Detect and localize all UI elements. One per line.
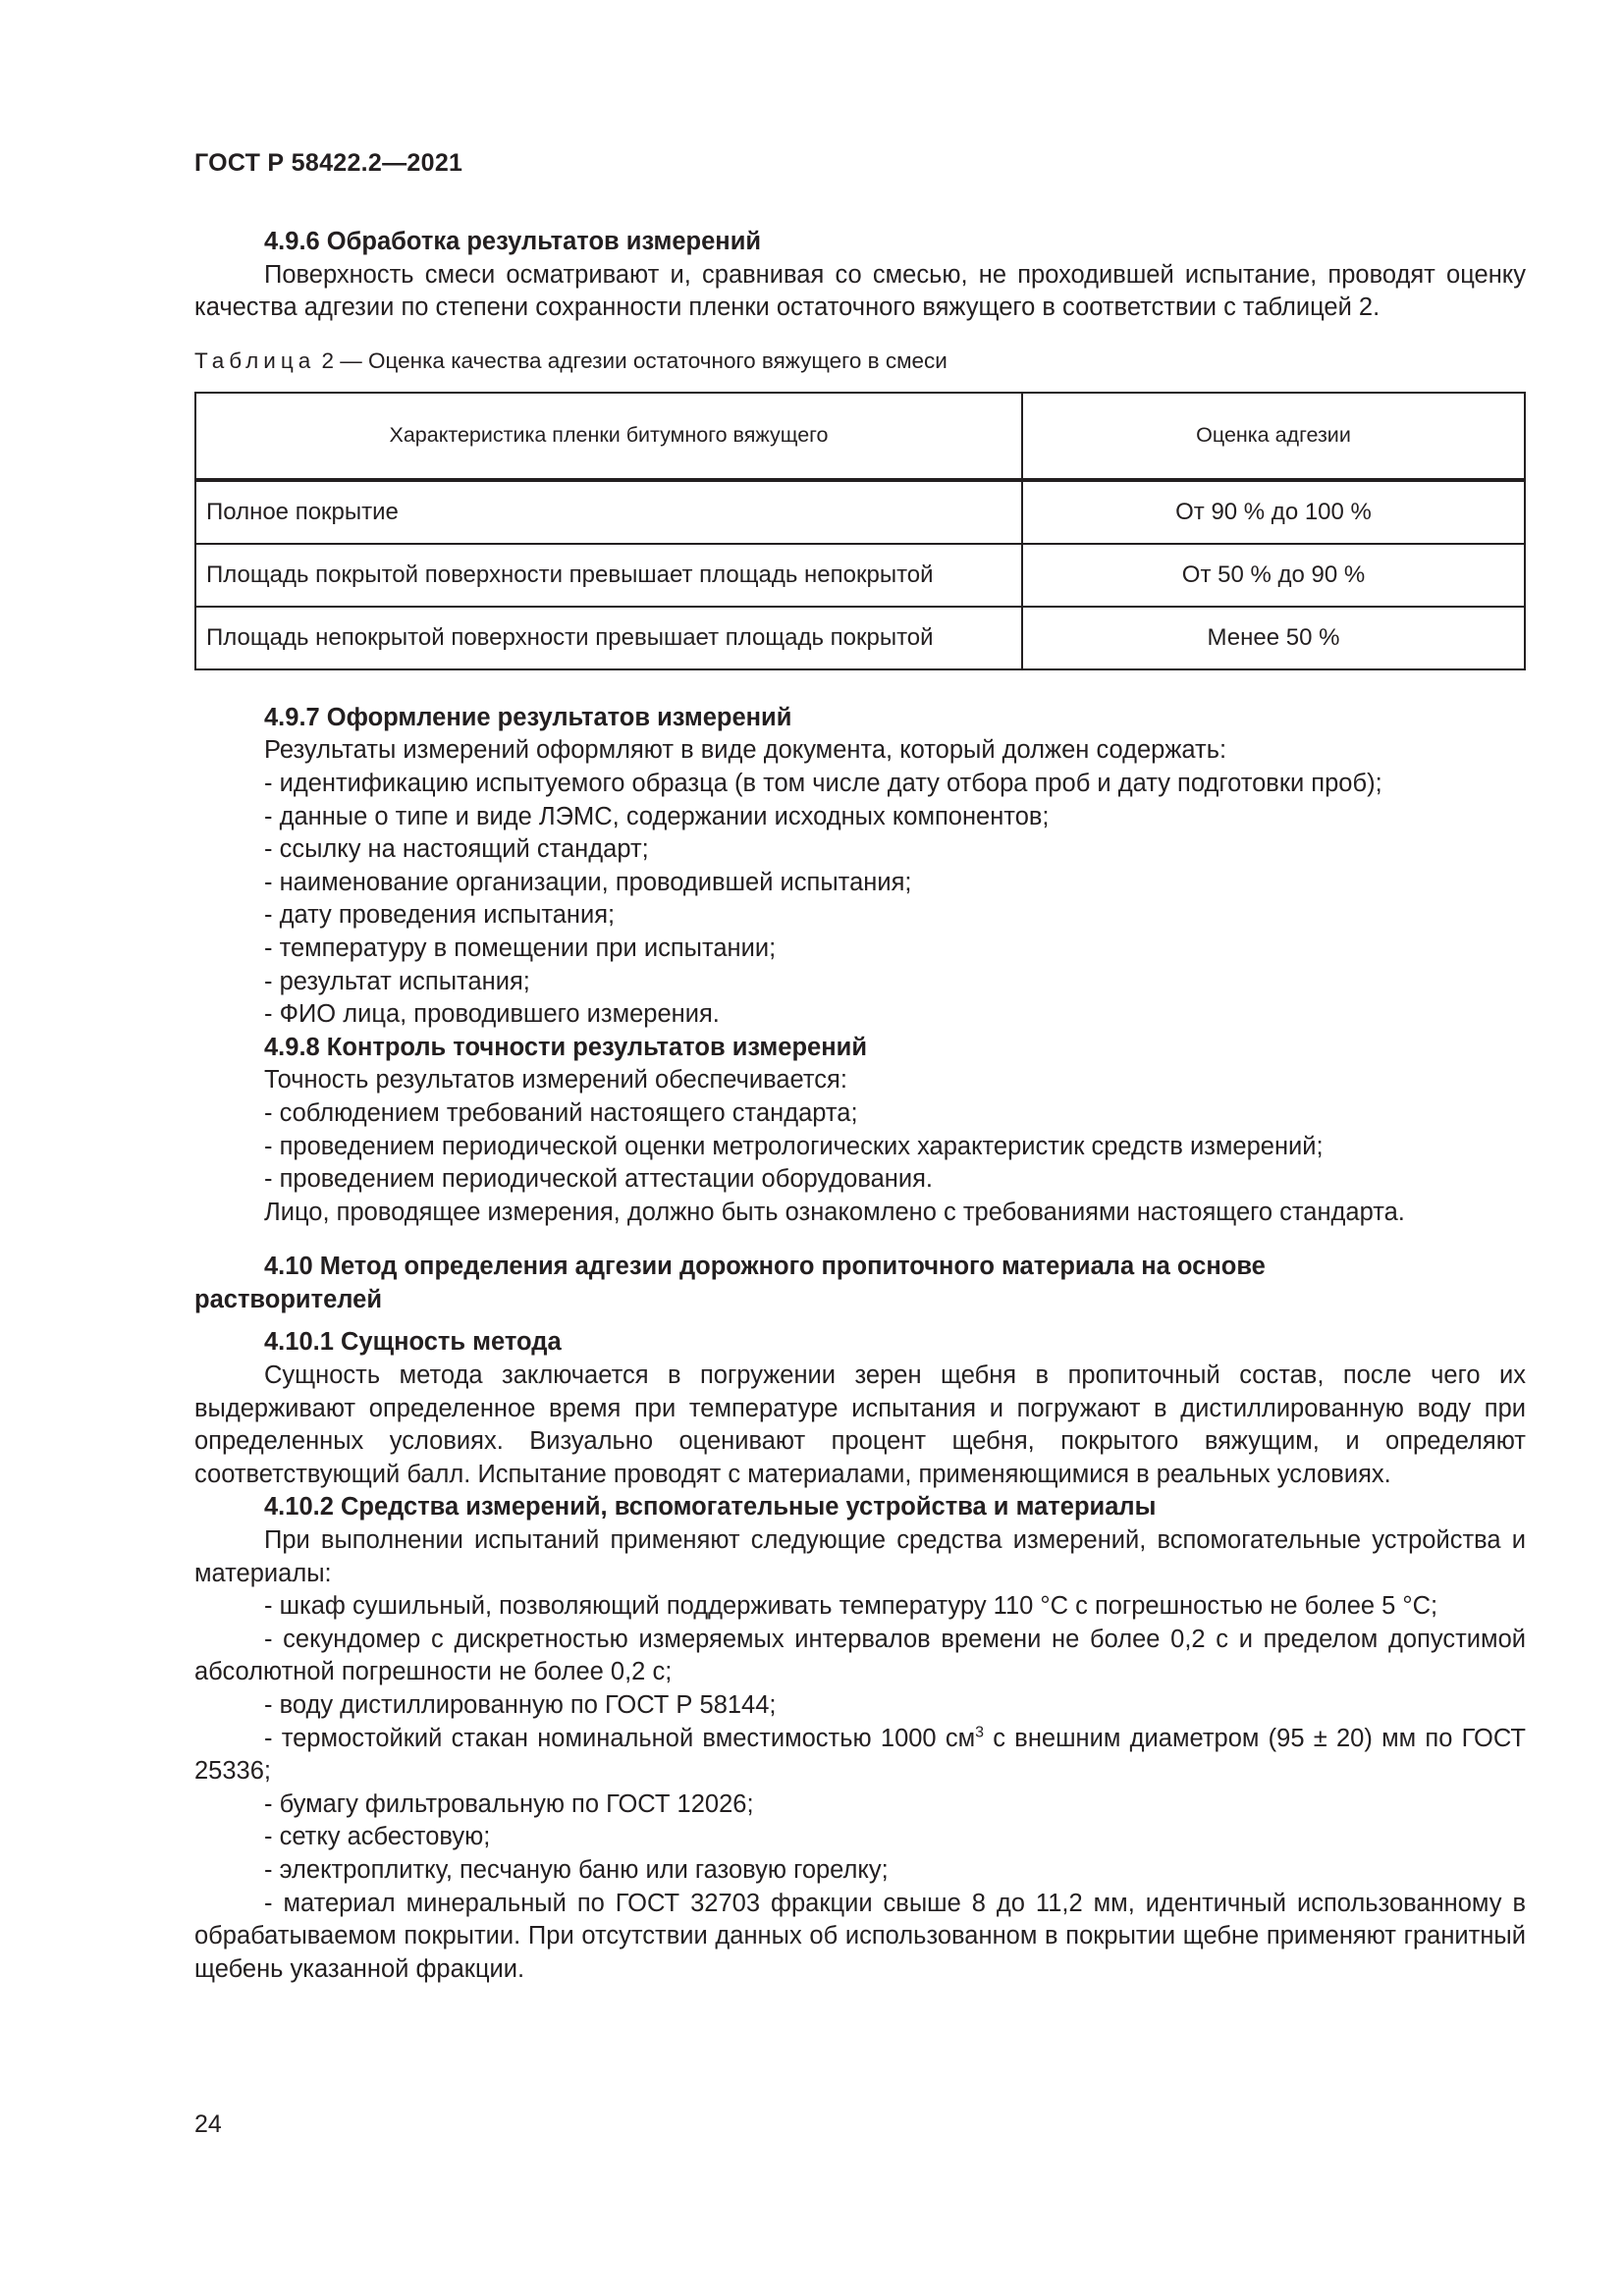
section-4-10-title-line2: растворителей [194,1285,382,1313]
section-4-9-7-title: 4.9.7 Оформление результатов измерений [264,703,792,731]
table-row [195,480,1525,544]
list-item: - материал минеральный по ГОСТ 32703 фракции свыше 8 до 11,2 мм, идентичный использованному в обрабатываемом покрытии. При отсутствии данных об использованном в покрытии щебне применяют гранитный щебень указанной фракции. [194,1889,1526,1983]
table-cell: Площадь непокрытой поверхности превышает площадь покрытой [195,607,1022,669]
list-item: - ФИО лица, проводившего измерения. [264,1000,720,1029]
table-cell: От 50 % до 90 % [1022,544,1525,607]
table-row [195,607,1525,669]
list-item: - результат испытания; [264,967,530,995]
table-cell: Менее 50 % [1022,607,1525,669]
list-item: - шкаф сушильный, позволяющий поддерживать температуру 110 °С с погрешностью не более 5 °С; [264,1592,1438,1621]
list-item: - воду дистиллированную по ГОСТ Р 58144; [264,1691,777,1719]
beaker-text-start: - термостойкий стакан номинальной вместимостью 1000 см [264,1724,976,1752]
section-4-10-1-title: 4.10.1 Сущность метода [264,1328,562,1357]
table-caption-text: 2 — Оценка качества адгезии остаточного вяжущего в смеси [321,347,947,373]
adhesion-assessment-table [194,392,1526,670]
table-cell: Полное покрытие [195,480,1022,544]
list-item: - наименование организации, проводившей испытания; [264,868,912,896]
section-4-9-8-intro: Точность результатов измерений обеспечивается: [264,1066,847,1095]
list-item-beaker [194,1723,1526,1789]
list-item: - проведением периодической аттестации оборудования. [264,1165,934,1194]
list-item: - данные о типе и виде ЛЭМС, содержании исходных компонентов; [264,802,1050,830]
list-item: - температуру в помещении при испытании; [264,934,777,962]
table-row [195,544,1525,607]
table-2-caption [194,347,1526,376]
section-4-10-1-text: Сущность метода заключается в погружении зерен щебня в пропиточный состав, после чего их выдерживают определенное время при температуре испытания и погружают в дистиллированную воду при определенных условиях. Визуально оценивают процент щебня, покрытого вяжущим, и определяют соответствующий балл. Испытание проводят с материалами, применяющимися в реальных условиях. [194,1362,1526,1488]
beaker-text-end: с внешним диаметром (95 ± 20) мм по ГОСТ 25336; [194,1724,1526,1786]
section-4-9-6-text: Поверхность смеси осматривают и, сравнивая со смесью, не проходившей испытание, проводят оценку качества адгезии по степени сохранности пленки остаточного вяжущего в соответствии с таблицей 2. [194,260,1526,322]
table-cell: От 90 % до 100 % [1022,480,1525,544]
table-cell: Площадь покрытой поверхности превышает площадь непокрытой [195,544,1022,607]
section-4-9-7-intro: Результаты измерений оформляют в виде документа, который должен содержать: [264,736,1227,765]
list-item: - секундомер с дискретностью измеряемых интервалов времени не более 0,2 с и пределом допустимой абсолютной погрешности не более 0,2 с; [194,1625,1526,1686]
document-code: ГОСТ Р 58422.2—2021 [194,149,463,177]
list-item: - соблюдением требований настоящего стандарта; [264,1098,858,1127]
list-item: - бумагу фильтровальную по ГОСТ 12026; [264,1789,754,1818]
section-4-10-2-title: 4.10.2 Средства измерений, вспомогательные устройства и материалы [264,1493,1157,1522]
table-header-cell: Оценка адгезии [1022,393,1525,480]
list-item: - идентификацию испытуемого образца (в том числе дату отбора проб и дату подготовки проб); [264,769,1382,797]
list-item: - сетку асбестовую; [264,1823,491,1851]
list-item: - ссылку на настоящий стандарт; [264,835,649,864]
list-item: - проведением периодической оценки метрологических характеристик средств измерений; [264,1132,1324,1160]
section-4-9-6-title: 4.9.6 Обработка результатов измерений [264,228,762,255]
page-content [194,226,1526,1986]
superscript-3: 3 [975,1724,985,1741]
table-caption-label: Таблица [194,347,316,373]
list-item: - электроплитку, песчаную баню или газовую горелку; [264,1855,889,1884]
section-4-9-8-title: 4.9.8 Контроль точности результатов измерений [264,1033,867,1061]
page-number: 24 [194,2110,222,2138]
section-4-10-title-line1: 4.10 Метод определения адгезии дорожного пропиточного материала на основе [264,1253,1266,1281]
list-item: - дату проведения испытания; [264,901,616,930]
table-header-cell: Характеристика пленки битумного вяжущего [195,393,1022,480]
table-header-row [195,393,1525,480]
section-4-9-8-closing: Лицо, проводящее измерения, должно быть ознакомлено с требованиями настоящего стандарта. [264,1198,1405,1226]
section-4-10-2-intro: При выполнении испытаний применяют следующие средства измерений, вспомогательные устройства и материалы: [194,1526,1526,1587]
